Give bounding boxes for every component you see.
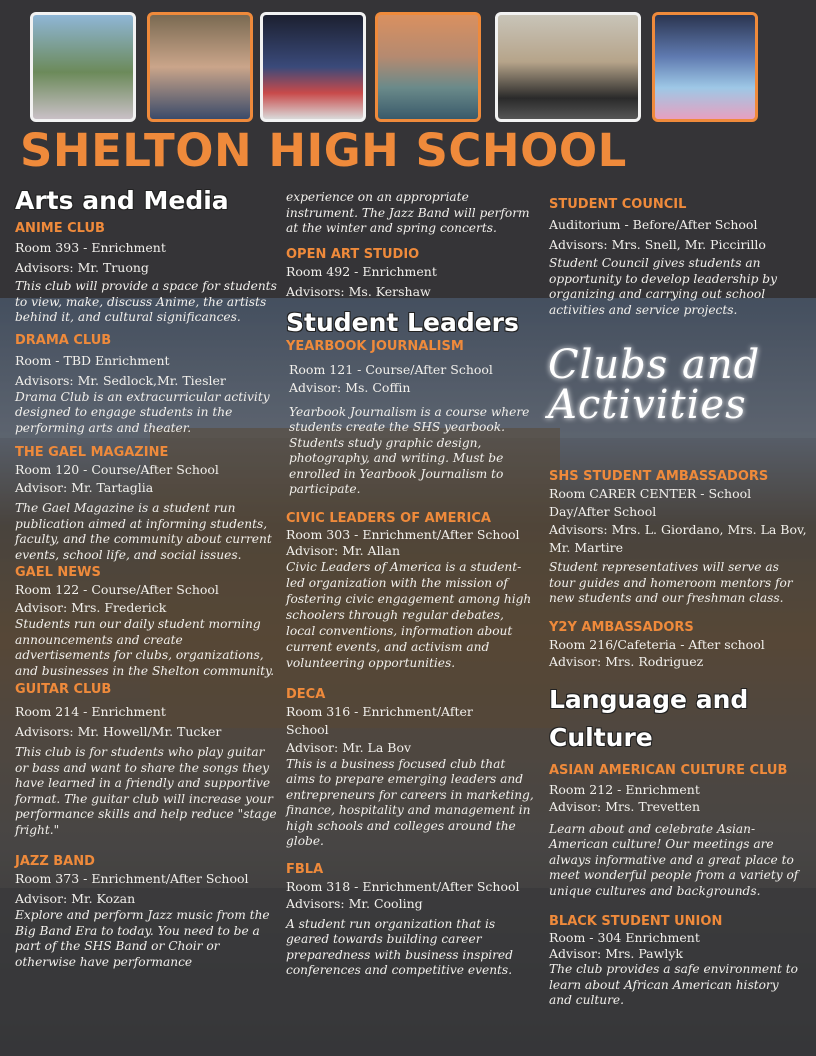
club-title: Y2Y AMBASSADORS	[549, 619, 694, 635]
club-open-art-studio	[286, 247, 536, 301]
club-fbla	[286, 862, 536, 979]
club-room: Room 318 - Enrichment/After School	[286, 878, 520, 894]
club-title: YEARBOOK JOURNALISM	[286, 338, 464, 354]
club-title: GUITAR CLUB	[15, 682, 112, 697]
club-civic-leaders	[286, 511, 536, 671]
club-title: GAEL NEWS	[15, 565, 101, 580]
club-room: Auditorium - Before/After School	[549, 217, 758, 232]
club-title: CIVIC LEADERS OF AMERICA	[286, 510, 491, 526]
club-description: Learn about and celebrate Asian-American culture! Our meetings are always informative and a great place to meet wonderful people from a variety of unique cultures and backgrounds.	[549, 821, 799, 898]
club-advisor: Advisor: Ms. Coffin	[289, 379, 411, 395]
column-right-lower	[549, 469, 807, 1009]
club-title: SHS STUDENT AMBASSADORS	[549, 469, 769, 484]
club-title: OPEN ART STUDIO	[286, 246, 420, 262]
club-advisor: Advisor: Mrs. Frederick	[15, 600, 167, 615]
club-yearbook	[286, 339, 536, 498]
club-room-cont: School	[286, 721, 329, 737]
club-room: Room 122 - Course/After School	[15, 582, 219, 597]
club-room: Room - TBD Enrichment	[15, 352, 170, 368]
club-advisor: Advisor: Mr. La Bov	[286, 739, 412, 755]
club-room: Room CARER CENTER - School	[549, 486, 752, 501]
club-description: Students run our daily student morning announcements and create advertisements for clubs, organizations, and businesses in the Shelton community.	[15, 617, 275, 678]
club-title: JAZZ BAND	[15, 854, 95, 869]
club-description: The Gael Magazine is a student run publication aimed at informing students, faculty, and the community about current events, school life, and social issues.	[15, 501, 272, 562]
club-description: This club will provide a space for students to view, make, discuss Anime, the artists behind it, and cultural significances.	[15, 279, 277, 324]
photo-crowd-night	[260, 12, 366, 122]
club-advisor: Advisors: Ms. Kershaw	[286, 283, 431, 299]
club-description: Student Council gives students an opportunity to develop leadership by organizing and carrying out school activities and service projects.	[549, 256, 777, 317]
club-advisor: Advisor: Mrs. Rodriguez	[549, 653, 704, 669]
club-title: DECA	[286, 686, 326, 702]
club-advisor: Advisor: Mrs. Trevetten	[549, 798, 700, 814]
club-room: Room 492 - Enrichment	[286, 263, 437, 279]
club-room: Room 120 - Course/After School	[15, 462, 219, 477]
club-description: Civic Leaders of America is a student-led organization with the mission of fostering civic engagement among high schoolers through regular debates, local conventions, information about current events, and activism and volunteering opportunities.	[286, 559, 532, 670]
club-description: The club provides a safe environment to learn about African American history and culture.	[549, 962, 798, 1007]
club-black-student-union	[549, 914, 804, 1009]
club-guitar	[15, 682, 277, 838]
club-drama	[15, 333, 277, 437]
section-language-culture: Language and Culture	[549, 684, 749, 752]
club-advisor: Advisors: Mr. Cooling	[286, 895, 423, 911]
club-advisor: Advisor: Mrs. Pawlyk	[549, 946, 683, 961]
club-description: Explore and perform Jazz music from the Big Band Era to today. You need to be a part of the SHS Band or Choir or otherwise have performance	[15, 908, 270, 969]
club-room: Room 121 - Course/After School	[289, 361, 493, 377]
club-description: A student run organization that is geared towards building career preparedness with business inspired conferences and competitive events.	[286, 916, 513, 977]
clubs-and-activities-script-heading: Clubs and Activities	[548, 342, 761, 428]
club-room: Room 216/Cafeteria - After school	[549, 636, 765, 652]
club-advisor: Advisors: Mr. Sedlock,Mr. Tiesler	[15, 372, 226, 388]
club-advisor: Advisors: Mr. Truong	[15, 260, 149, 275]
club-gael-magazine	[15, 445, 277, 563]
club-room: Room 316 - Enrichment/After	[286, 703, 473, 719]
photo-color-guard	[375, 12, 481, 122]
club-title: ASIAN AMERICAN CULTURE CLUB	[549, 762, 788, 778]
club-advisor-cont: Mr. Martire	[549, 540, 623, 555]
page-title: SHELTON HIGH SCHOOL	[20, 124, 627, 177]
club-room-cont: Day/After School	[549, 504, 657, 519]
column-right	[549, 197, 804, 318]
club-description: This is a business focused club that aims to prepare emerging leaders and entrepreneurs for careers in marketing, finance, hospitality and management in high schools and colleges around the globe.	[286, 756, 534, 848]
club-room: Room 214 - Enrichment	[15, 704, 166, 719]
club-title: STUDENT COUNCIL	[549, 197, 687, 212]
photo-cheer-team	[652, 12, 758, 122]
club-title: BLACK STUDENT UNION	[549, 914, 723, 929]
club-description: Drama Club is an extracurricular activity designed to engage students in the performing arts and theater.	[15, 389, 270, 435]
club-advisor: Advisors: Mr. Howell/Mr. Tucker	[15, 724, 222, 739]
section-arts-media: Arts and Media	[15, 186, 229, 215]
photo-strip	[30, 12, 760, 122]
club-advisor: Advisor: Mr. Allan	[286, 542, 401, 558]
club-anime	[15, 221, 277, 326]
club-room: Room - 304 Enrichment	[549, 930, 700, 945]
club-advisor: Advisors: Mrs. Snell, Mr. Piccirillo	[549, 237, 766, 252]
section-student-leaders: Student Leaders	[286, 307, 519, 337]
club-y2y-ambassadors	[549, 620, 804, 669]
club-description: This club is for students who play guitar or bass and want to share the songs they have learned in a friendly and supportive format. The guitar club will increase your performance skills and help reduce "stage fright."	[15, 745, 277, 837]
club-room: Room 212 - Enrichment	[549, 781, 700, 797]
column-middle	[286, 190, 536, 979]
club-description-continued: experience on an appropriate instrument. The Jazz Band will perform at the winter and spring concerts.	[286, 190, 530, 235]
club-room: Room 373 - Enrichment/After School	[15, 871, 249, 886]
club-advisor: Advisor: Mr. Tartaglia	[15, 480, 154, 495]
photo-students-lawn	[30, 12, 136, 122]
club-room: Room 303 - Enrichment/After School	[286, 526, 520, 542]
club-jazz-band	[15, 854, 277, 970]
photo-students-classroom	[495, 12, 641, 122]
club-student-council	[549, 197, 804, 318]
club-title: ANIME CLUB	[15, 221, 105, 236]
club-student-ambassadors	[549, 469, 807, 607]
club-deca	[286, 687, 536, 850]
club-advisor: Advisors: Mrs. L. Giordano, Mrs. La Bov,	[549, 522, 807, 537]
club-title: DRAMA CLUB	[15, 332, 112, 348]
club-title: FBLA	[286, 861, 324, 877]
club-title: THE GAEL MAGAZINE	[15, 445, 169, 460]
photo-boys-thumbs-up	[147, 12, 253, 122]
club-room: Room 393 - Enrichment	[15, 240, 166, 255]
club-gael-news	[15, 565, 277, 679]
club-advisor: Advisor: Mr. Kozan	[15, 891, 136, 906]
club-description: Yearbook Journalism is a course where students create the SHS yearbook. Students study graphic design, photography, and writing. Must be enrolled in Yearbook Journalism to participate.	[289, 404, 530, 496]
column-left	[15, 186, 277, 970]
club-asian-american-culture	[549, 763, 804, 900]
club-description: Student representatives will serve as tour guides and homeroom mentors for new students and our freshman class.	[549, 560, 793, 605]
